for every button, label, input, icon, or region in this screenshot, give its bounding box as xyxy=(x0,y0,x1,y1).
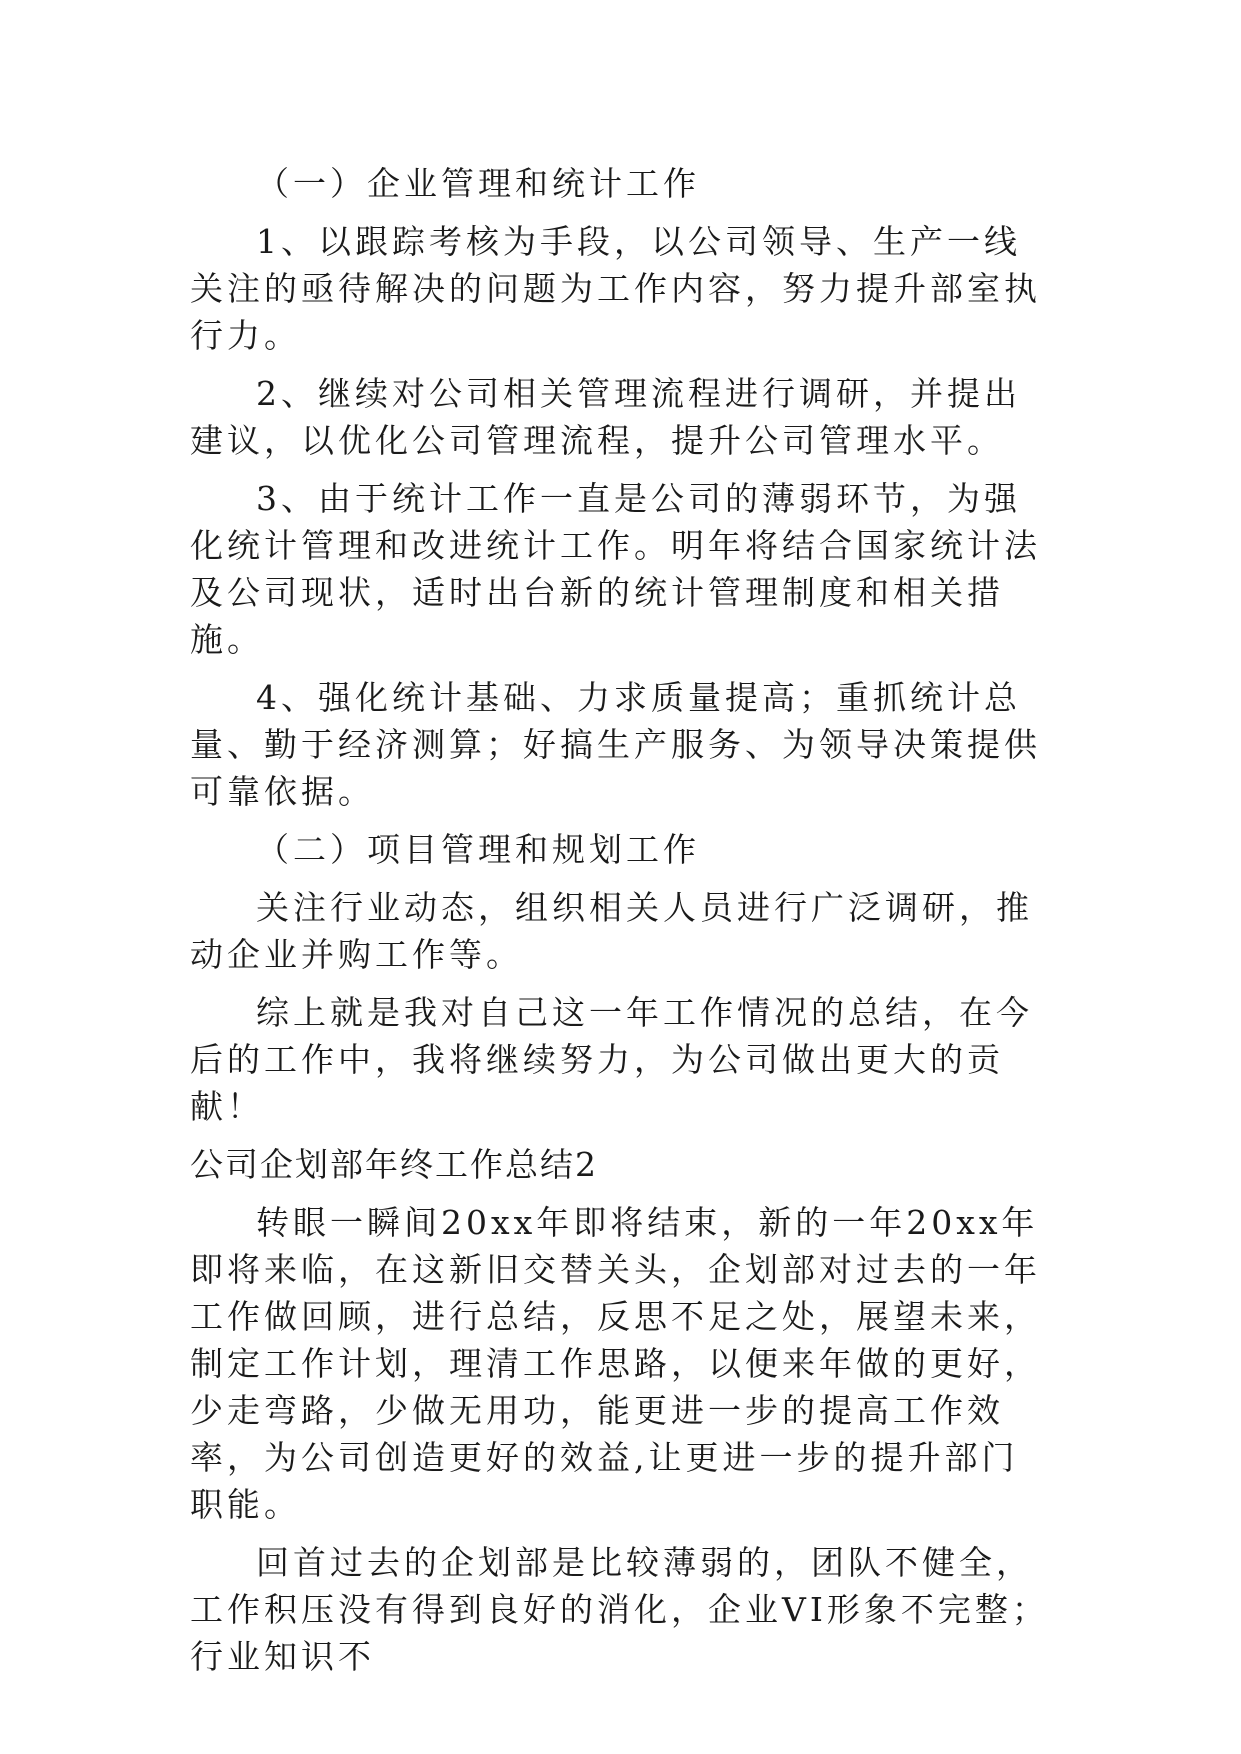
paragraph-item-2: 2、继续对公司相关管理流程进行调研，并提出建议，以优化公司管理流程，提升公司管理水平。 xyxy=(190,374,1021,460)
paragraph-2: 回首过去的企划部是比较薄弱的，团队不健全，工作积压没有得到良好的消化，企业VI形象不完整；行业知识不 xyxy=(190,1543,1049,1676)
paragraph-item-1: 1、以跟踪考核为手段，以公司领导、生产一线关注的亟待解决的问题为工作内容，努力提升部室执行力。 xyxy=(190,222,1041,355)
paragraph-item-3: 3、由于统计工作一直是公司的薄弱环节，为强化统计管理和改进统计工作。明年将结合国家统计法及公司现状，适时出台新的统计管理制度和相关措施。 xyxy=(190,479,1041,659)
document-body xyxy=(190,160,1050,1691)
document-title-2: 公司企划部年终工作总结2 xyxy=(190,1145,598,1184)
section-heading-2: （二）项目管理和规划工作 xyxy=(256,830,700,869)
section-heading-1: （一）企业管理和统计工作 xyxy=(256,164,700,203)
paragraph-item-4: 4、强化统计基础、力求质量提高；重抓统计总量、勤于经济测算；好搞生产服务、为领导决策提供可靠依据。 xyxy=(190,678,1041,811)
section-2-paragraph: 关注行业动态，组织相关人员进行广泛调研，推动企业并购工作等。 xyxy=(190,888,1033,974)
paragraph-1: 转眼一瞬间20xx年即将结束，新的一年20xx年即将来临，在这新旧交替关头，企划部对过去的一年工作做回顾，进行总结，反思不足之处，展望未来，制定工作计划，理清工作思路，以便来年做的更好，少走弯路，少做无用功，能更进一步的提高工作效率，为公司创造更好的效益,让更进一步的提升部门职能。 xyxy=(190,1203,1041,1524)
conclusion-paragraph: 综上就是我对自己这一年工作情况的总结，在今后的工作中，我将继续努力，为公司做出更大的贡献！ xyxy=(190,993,1033,1126)
